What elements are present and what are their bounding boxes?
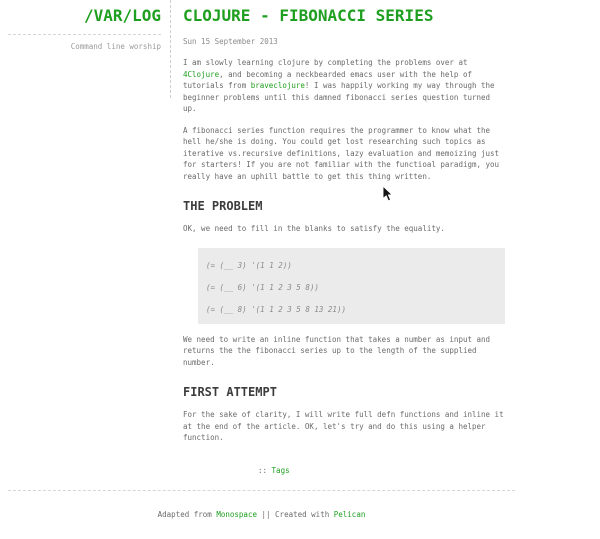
paragraph-clarity: For the sake of clarity, I will write full defn functions and inline it at the end of the article. OK, let's try and do this using a helper function. xyxy=(183,410,504,442)
site-title-link[interactable]: /VAR/LOG xyxy=(83,6,161,25)
braveclojure-link[interactable]: braveclojure xyxy=(250,81,305,90)
intro-text-2: , and becoming a neckbearded emacs user with the help of tutorials from xyxy=(183,69,472,90)
paragraph-fibonacci-function: A fibonacci series function requires the programmer to know what the hell he/she is doing. You could get lost researching such topics as iterative vs.recursive definitions, lazy evaluation and memoizing just for starters! If you are not familiar with the functioal paradigm, you really have an uphill battle to get this thing written. xyxy=(183,125,500,181)
page-container xyxy=(8,0,515,520)
article-content xyxy=(183,0,505,476)
footer-credits xyxy=(8,509,515,520)
sidebar-divider xyxy=(8,34,161,35)
post-date: Sun 15 September 2013 xyxy=(183,37,278,46)
paragraph-fill-blanks: OK, we need to fill in the blanks to satisfy the equality. xyxy=(183,224,445,233)
monospace-theme-link[interactable]: Monospace xyxy=(216,509,257,519)
code-line-3: (= (__ 8) '(1 1 2 3 5 8 13 21)) xyxy=(206,304,346,314)
code-block-equalities xyxy=(198,248,505,324)
main-layout xyxy=(8,0,515,476)
code-line-2: (= (__ 6) '(1 1 2 3 5 8)) xyxy=(206,282,319,292)
sidebar xyxy=(8,0,171,98)
site-tagline: Command line worship xyxy=(70,42,161,51)
intro-text-3: ! I was happily working my way through the beginner problems until this damned fibonacci series question turned up. xyxy=(183,81,495,113)
paragraph-inline-function: We need to write an inline function that takes a number as input and returns the the fibonacci series up to the length of the supplied number. xyxy=(183,334,491,367)
post-title-link[interactable]: CLOJURE - FIBONACCI SERIES xyxy=(183,6,434,25)
heading-first-attempt: FIRST ATTEMPT xyxy=(183,385,277,399)
intro-paragraph xyxy=(183,57,505,115)
intro-text-1: I am slowly learning clojure by completing the problems over at xyxy=(183,58,468,67)
tags-line xyxy=(258,465,505,476)
footer-divider xyxy=(8,490,515,491)
tags-separator: :: xyxy=(258,465,272,475)
footer-middle-text: || Created with xyxy=(256,509,334,519)
4clojure-link[interactable]: 4Clojure xyxy=(183,69,220,79)
pelican-link[interactable]: Pelican xyxy=(333,509,366,519)
code-line-1: (= (__ 3) '(1 1 2)) xyxy=(206,260,292,270)
tags-link[interactable]: Tags xyxy=(271,465,290,475)
footer-adapted-text: Adapted from xyxy=(157,509,217,519)
heading-the-problem: THE PROBLEM xyxy=(183,199,263,213)
